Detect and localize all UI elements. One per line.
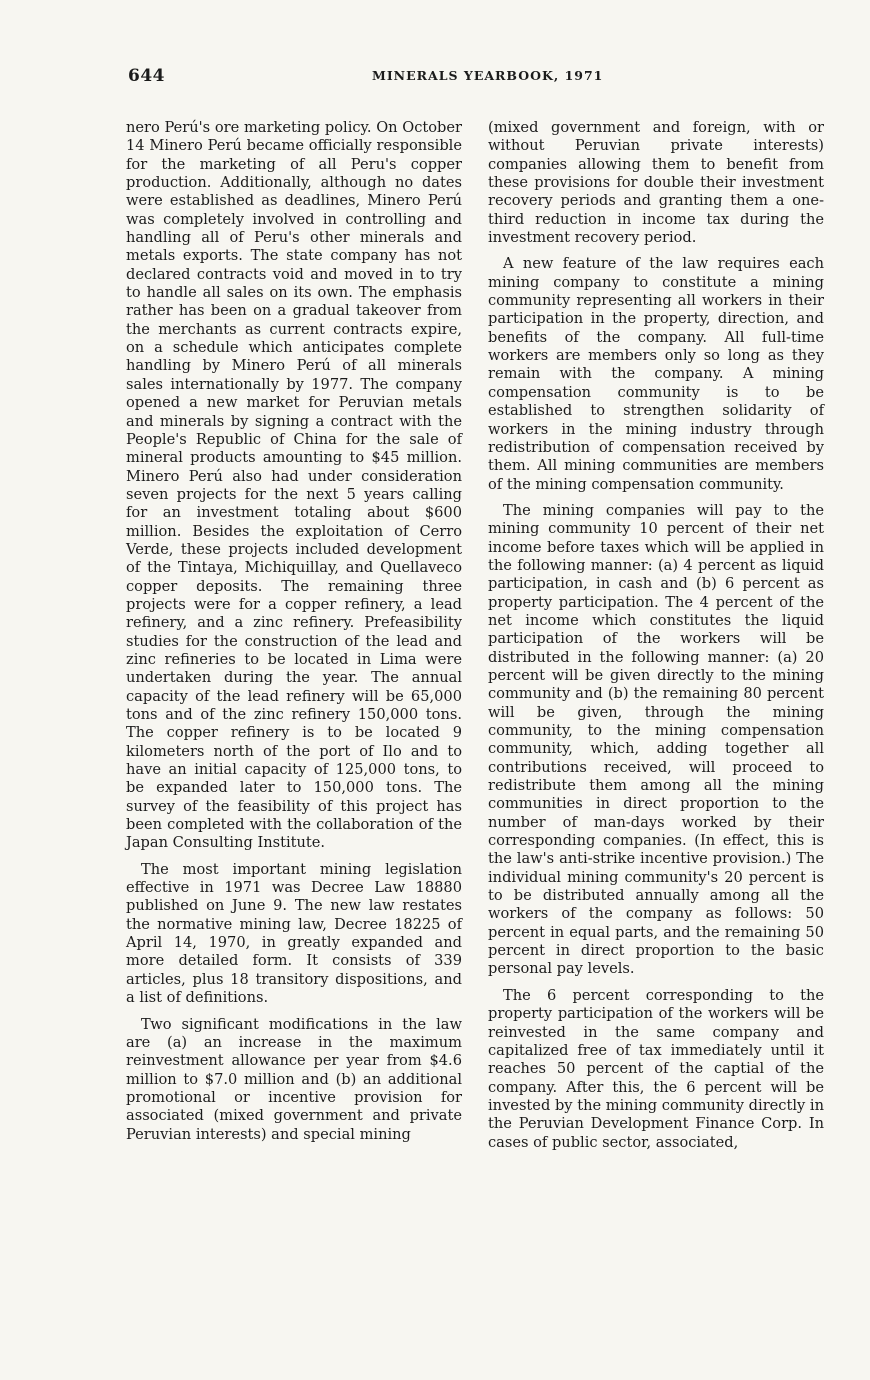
running-title: MINERALS YEARBOOK, 1971	[372, 68, 604, 83]
paragraph: The 6 percent corresponding to the property participation of the workers will be reinvested in the same company and capitalized free of tax immediately until it reaches 50 percent of the captial of the company. After this, the 6 percent will be invested by the mining community directly in the Peruvian Development Finance Corp. In cases of public sector, associated,	[488, 986, 824, 1151]
page-number: 644	[128, 66, 165, 86]
paragraph: The mining companies will pay to the mining community 10 percent of their net income before taxes which will be applied in the following manner: (a) 4 percent as liquid participation, in cash and (b) 6 percent as property participation. The 4 percent of the net income which constitutes the liquid participation of the workers will be distributed in the following manner: (a) 20 percent will be given directly to the mining community and (b) the remaining 80 percent will be given, through the mining community, to the mining compensation community, which, adding together all contributions received, will proceed to redistribute them among all the mining communities in direct proportion to the number of man-days worked by their corresponding companies. (In effect, this is the law's anti-strike incentive provision.) The individual mining community's 20 percent is to be distributed annually among all the workers of the company as follows: 50 percent in equal parts, and the remaining 50 percent in direct proportion to the basic personal pay levels.	[488, 501, 824, 978]
paragraph: The most important mining legislation effective in 1971 was Decree Law 18880 published on June 9. The new law restates the normative mining law, Decree 18225 of April 14, 1970, in greatly expanded and more detailed form. It consists of 339 articles, plus 18 transitory dispositions, and a list of definitions.	[126, 860, 462, 1007]
paragraph: nero Perú's ore marketing policy. On October 14 Minero Perú became officially responsible for the marketing of all Peru's copper production. Additionally, although no dates were established as deadlines, Minero Perú was completely involved in controlling and handling all of Peru's other minerals and metals exports. The state company has not declared contracts void and moved in to try to handle all sales on its own. The emphasis rather has been on a gradual takeover from the merchants as current contracts expire, on a schedule which anticipates complete handling by Minero Perú of all minerals sales internationally by 1977. The company opened a new market for Peruvian metals and minerals by signing a contract with the People's Republic of China for the sale of mineral products amounting to $45 million. Minero Perú also had under consideration seven projects for the next 5 years calling for an investment totaling about $600 million. Besides the exploitation of Cerro Verde, these projects included development of the Tintaya, Michiquillay, and Quellaveco copper deposits. The remaining three projects were for a copper refinery, a lead refinery, and a zinc refinery. Prefeasibility studies for the construction of the lead and zinc refineries to be located in Lima were undertaken during the year. The annual capacity of the lead refinery will be 65,000 tons and of the zinc refinery 150,000 tons. The copper refinery is to be located 9 kilometers north of the port of Ilo and to have an initial capacity of 125,000 tons, to be expanded later to 150,000 tons. The survey of the feasibility of this project has been completed with the collaboration of the Japan Consulting Institute.	[126, 119, 462, 852]
right-column	[488, 119, 824, 1160]
paragraph: A new feature of the law requires each mining company to constitute a mining community representing all workers in their participation in the property, direction, and benefits of the company. All full-time workers are members only so long as they remain with the company. A mining compensation community is to be established to strengthen solidarity of workers in the mining industry through redistribution of compensation received by them. All mining communities are members of the mining compensation community.	[488, 255, 824, 493]
paragraph: (mixed government and foreign, with or without Peruvian private interests) companies allowing them to benefit from these provisions for double their investment recovery periods and granting them a one-third reduction in income tax during the investment recovery period.	[488, 119, 824, 247]
paragraph: Two significant modifications in the law are (a) an increase in the maximum reinvestment allowance per year from $4.6 million to $7.0 million and (b) an additional promotional or incentive provision for associated (mixed government and private Peruvian interests) and special mining	[126, 1015, 462, 1143]
left-column	[126, 119, 462, 1152]
